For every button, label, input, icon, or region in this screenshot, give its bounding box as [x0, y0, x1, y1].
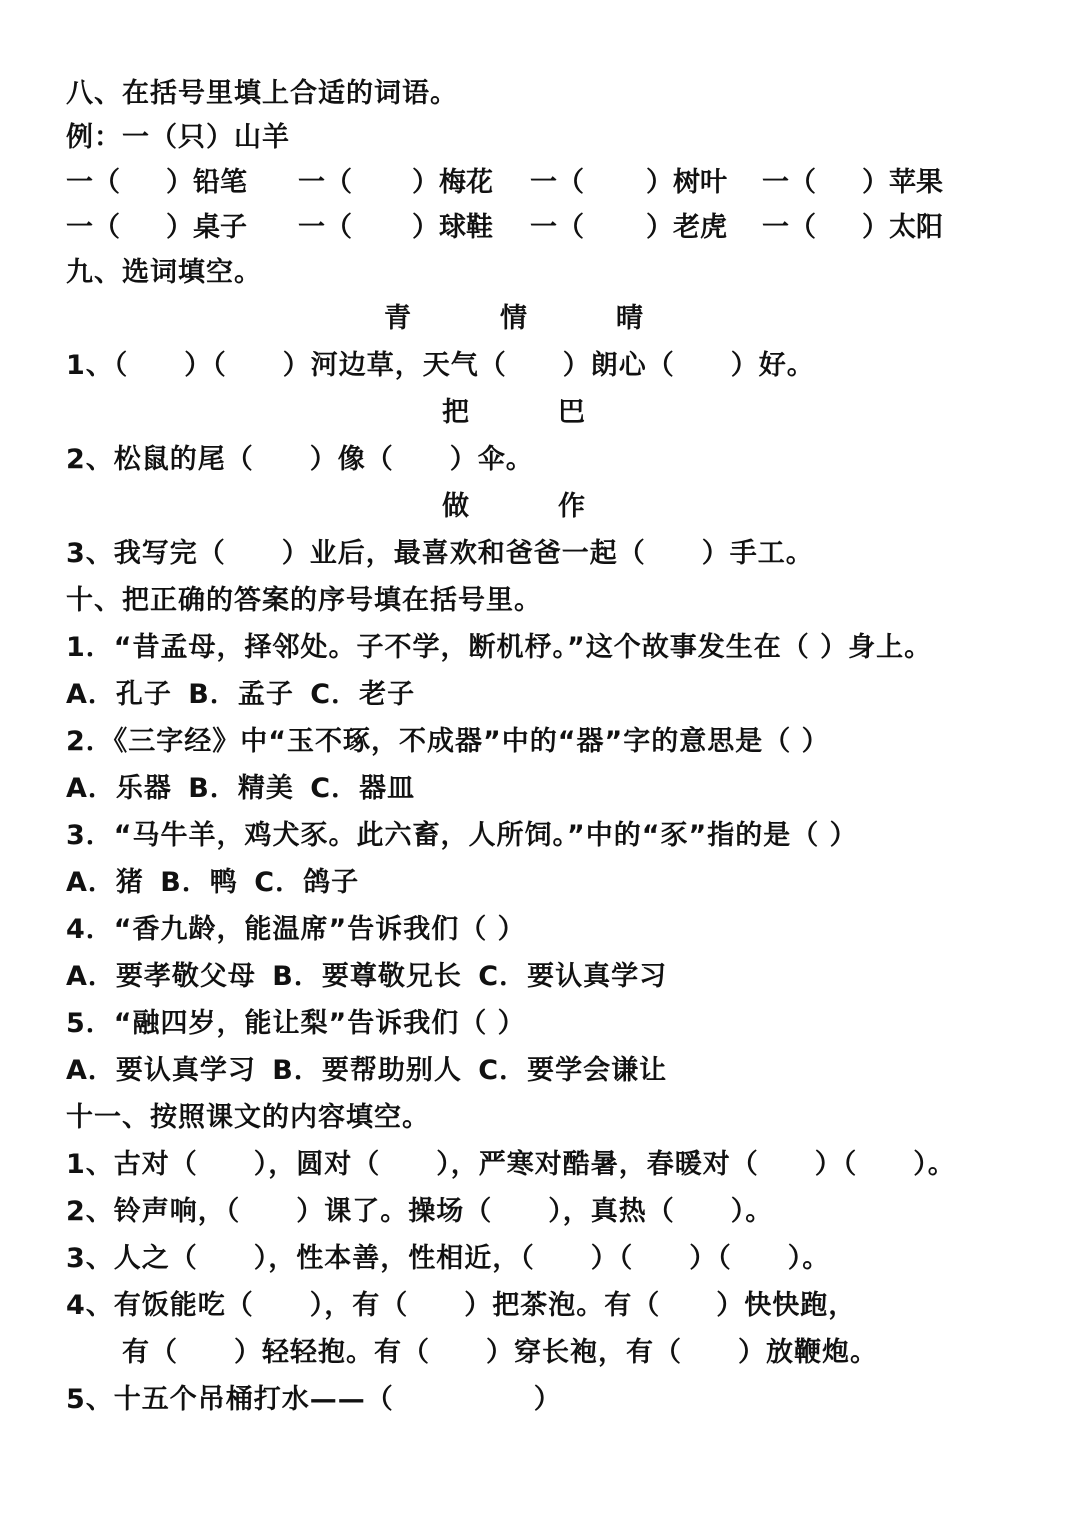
fill-post: ）老虎: [646, 212, 727, 243]
word-choice: 作: [558, 491, 585, 522]
fill-post: ）铅笔: [166, 167, 247, 198]
section-8-title: 八、在括号里填上合适的词语。: [66, 78, 458, 109]
word-choice: 青: [384, 303, 411, 334]
section-10-q5: 5．“融四岁，能让梨”告诉我们（ ）: [66, 1008, 526, 1039]
section-10-q3: 3．“马牛羊，鸡犬豕。此六畜，人所饲。”中的“豕”指的是（ ）: [66, 820, 858, 851]
section-10-title: 十、把正确的答案的序号填在括号里。: [66, 585, 542, 616]
section-10-q4: 4．“香九龄，能温席”告诉我们（ ）: [66, 914, 526, 945]
section-10-a1: A．孔子 B．孟子 C．老子: [66, 679, 416, 710]
section-9-q2: 2、松鼠的尾（ ）像（ ）伞。: [66, 444, 534, 475]
fill-post: ）梅花: [412, 167, 493, 198]
word-choice: 做: [442, 491, 469, 522]
fill-post: ）苹果: [862, 167, 943, 198]
fill-pre: 一（: [762, 212, 816, 243]
fill-post: ）树叶: [646, 167, 727, 198]
fill-pre: 一（: [762, 167, 816, 198]
section-9-q3: 3、我写完（ ）业后，最喜欢和爸爸一起（ ）手工。: [66, 538, 814, 569]
section-10-a3: A．猪 B．鸭 C．鸽子: [66, 867, 360, 898]
section-9-q1: 1、（ ）（ ）河边草，天气（ ）朗心（ ）好。: [66, 350, 815, 381]
fill-post: ）太阳: [862, 212, 943, 243]
section-10-a2: A．乐器 B．精美 C．器皿: [66, 773, 416, 804]
fill-pre: 一（: [66, 212, 120, 243]
fill-pre: 一（: [298, 167, 352, 198]
section-10-q2: 2．《三字经》中“玉不琢，不成器”中的“器”字的意思是（ ）: [66, 726, 830, 757]
fill-post: ）球鞋: [412, 212, 493, 243]
word-choice: 晴: [616, 303, 643, 334]
section-9-title: 九、选词填空。: [66, 257, 262, 288]
word-choice: 巴: [558, 397, 585, 428]
fill-pre: 一（: [530, 167, 584, 198]
section-10-a4: A．要孝敬父母 B．要尊敬兄长 C．要认真学习: [66, 961, 668, 992]
section-11-q1: 1、古对（ ），圆对（ ），严寒对酷暑，春暖对（ ）（ ）。: [66, 1149, 956, 1180]
fill-pre: 一（: [530, 212, 584, 243]
section-10-a5: A．要认真学习 B．要帮助别人 C．要学会谦让: [66, 1055, 668, 1086]
section-11-q4-line-2: 有（ ）轻轻抱。有（ ）穿长袍，有（ ）放鞭炮。: [122, 1337, 878, 1368]
section-8-example: 例：一（只）山羊: [66, 122, 290, 153]
word-choice: 把: [442, 397, 469, 428]
section-10-q1: 1．“昔孟母，择邻处。子不学，断机杼。”这个故事发生在（ ）身上。: [66, 632, 933, 663]
section-11-q3: 3、人之（ ），性本善，性相近，（ ）（ ）（ ）。: [66, 1243, 831, 1274]
section-11-q4-line-1: 4、有饭能吃（ ），有（ ）把茶泡。有（ ）快快跑，: [66, 1290, 857, 1321]
section-11-q2: 2、铃声响，（ ）课了。操场（ ），真热（ ）。: [66, 1196, 774, 1227]
word-choice: 情: [500, 303, 527, 334]
fill-post: ）桌子: [166, 212, 247, 243]
section-11-q5: 5、十五个吊桶打水——（ ）: [66, 1384, 562, 1415]
fill-pre: 一（: [66, 167, 120, 198]
section-11-title: 十一、按照课文的内容填空。: [66, 1102, 430, 1133]
fill-pre: 一（: [298, 212, 352, 243]
